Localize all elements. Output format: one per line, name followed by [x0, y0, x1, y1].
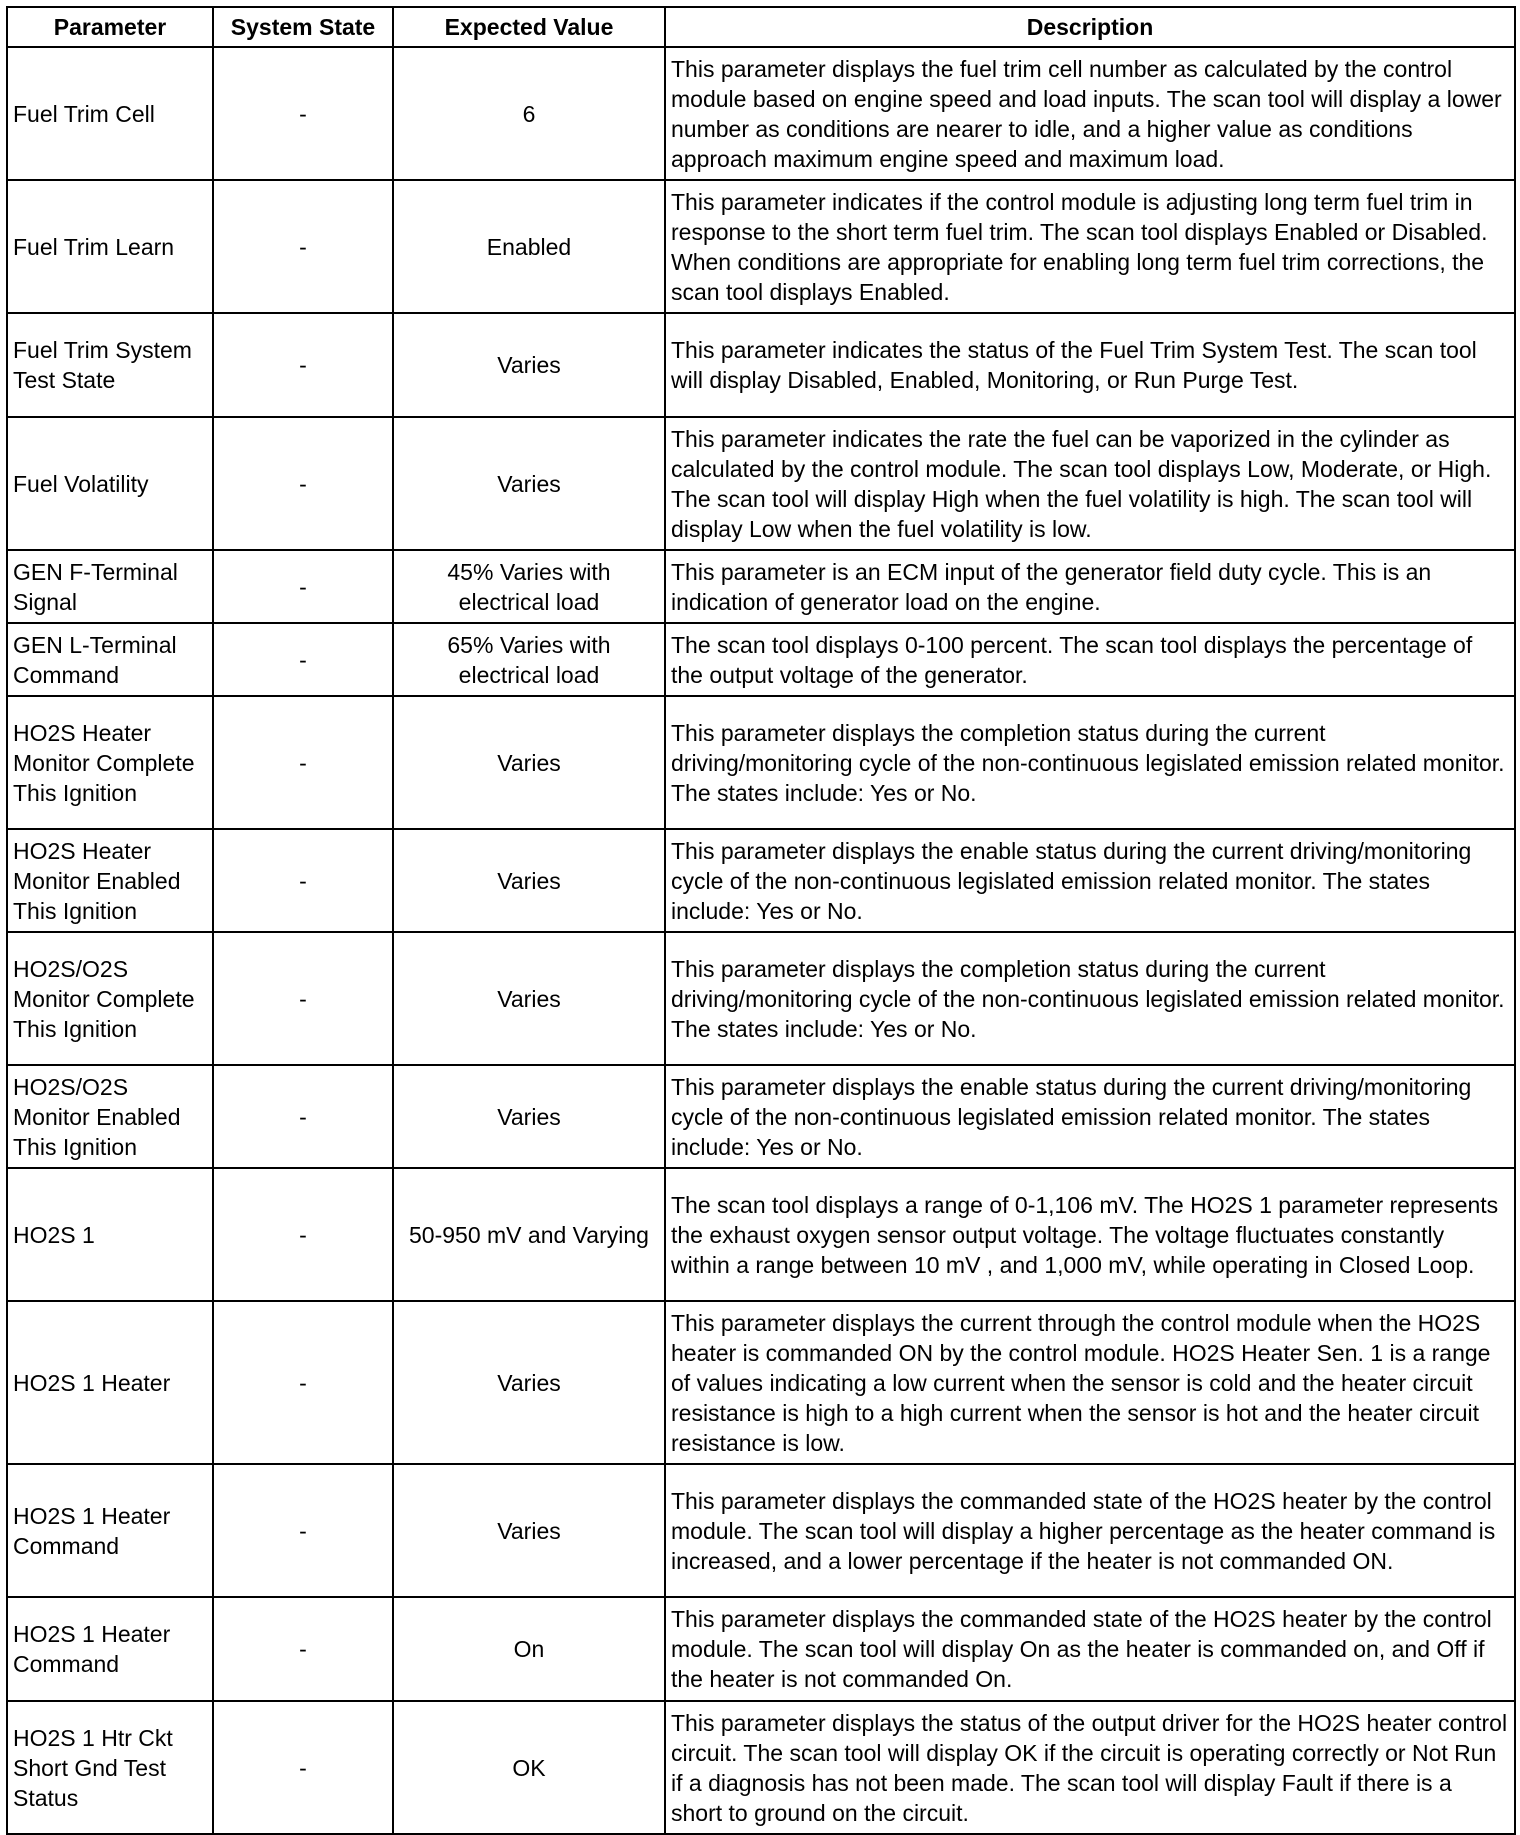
expected-value-cell: Varies — [393, 1464, 665, 1597]
expected-value-cell: Enabled — [393, 180, 665, 313]
system-state-cell: - — [213, 1168, 393, 1301]
table-row — [7, 932, 1515, 1065]
parameter-cell: HO2S/O2S Monitor Enabled This Ignition — [7, 1065, 213, 1168]
system-state-cell: - — [213, 696, 393, 829]
parameter-cell: HO2S 1 Htr Ckt Short Gnd Test Status — [7, 1701, 213, 1834]
system-state-cell: - — [213, 1701, 393, 1834]
description-cell: This parameter displays the completion status during the current driving/monitoring cycle of the non-continuous legislated emission related monitor. The states include: Yes or No. — [665, 696, 1515, 829]
description-cell: This parameter indicates the status of the Fuel Trim System Test. The scan tool will display Disabled, Enabled, Monitoring, or Run Purge Test. — [665, 313, 1515, 417]
description-cell: This parameter indicates if the control module is adjusting long term fuel trim in response to the short term fuel trim. The scan tool displays Enabled or Disabled. When conditions are appropriate for enabling long term fuel trim corrections, the scan tool displays Enabled. — [665, 180, 1515, 313]
header-expected-value: Expected Value — [393, 7, 665, 47]
expected-value-cell: Varies — [393, 1301, 665, 1464]
table-row — [7, 623, 1515, 696]
expected-value-cell: 65% Varies with electrical load — [393, 623, 665, 696]
parameter-table — [6, 6, 1516, 1835]
parameter-cell: HO2S Heater Monitor Enabled This Ignition — [7, 829, 213, 932]
description-cell: This parameter displays the status of the output driver for the HO2S heater control circuit. The scan tool will display OK if the circuit is operating correctly or Not Run if a diagnosis has not been made. The scan tool will display Fault if there is a short to ground on the circuit. — [665, 1701, 1515, 1834]
description-cell: The scan tool displays 0-100 percent. The scan tool displays the percentage of the output voltage of the generator. — [665, 623, 1515, 696]
system-state-cell: - — [213, 47, 393, 180]
description-cell: This parameter displays the fuel trim cell number as calculated by the control module based on engine speed and load inputs. The scan tool will display a lower number as conditions are nearer to idle, and a higher value as conditions approach maximum engine speed and maximum load. — [665, 47, 1515, 180]
expected-value-cell: OK — [393, 1701, 665, 1834]
system-state-cell: - — [213, 623, 393, 696]
expected-value-cell: 6 — [393, 47, 665, 180]
description-cell: This parameter displays the commanded state of the HO2S heater by the control module. The scan tool will display On as the heater is commanded on, and Off if the heater is not commanded On. — [665, 1597, 1515, 1701]
table-row — [7, 550, 1515, 623]
description-cell: This parameter indicates the rate the fuel can be vaporized in the cylinder as calculated by the control module. The scan tool displays Low, Moderate, or High. The scan tool will display High when the fuel volatility is high. The scan tool will display Low when the fuel volatility is low. — [665, 417, 1515, 550]
header-description: Description — [665, 7, 1515, 47]
table-row — [7, 829, 1515, 932]
system-state-cell: - — [213, 180, 393, 313]
system-state-cell: - — [213, 1597, 393, 1701]
system-state-cell: - — [213, 417, 393, 550]
parameter-cell: HO2S 1 Heater Command — [7, 1464, 213, 1597]
table-row — [7, 180, 1515, 313]
parameter-cell: Fuel Trim Learn — [7, 180, 213, 313]
parameter-cell: GEN L-Terminal Command — [7, 623, 213, 696]
description-cell: This parameter displays the current through the control module when the HO2S heater is commanded ON by the control module. HO2S Heater Sen. 1 is a range of values indicating a low current when the sensor is cold and the heater circuit resistance is high to a high current when the sensor is hot and the heater circuit resistance is low. — [665, 1301, 1515, 1464]
table-row — [7, 1701, 1515, 1834]
table-row — [7, 1464, 1515, 1597]
expected-value-cell: Varies — [393, 829, 665, 932]
description-cell: This parameter is an ECM input of the generator field duty cycle. This is an indication of generator load on the engine. — [665, 550, 1515, 623]
expected-value-cell: 45% Varies with electrical load — [393, 550, 665, 623]
parameter-cell: Fuel Trim Cell — [7, 47, 213, 180]
expected-value-cell: Varies — [393, 932, 665, 1065]
table-row — [7, 47, 1515, 180]
parameter-table-container — [6, 6, 1514, 1835]
expected-value-cell: Varies — [393, 1065, 665, 1168]
parameter-cell: GEN F-Terminal Signal — [7, 550, 213, 623]
system-state-cell: - — [213, 550, 393, 623]
header-row — [7, 7, 1515, 47]
system-state-cell: - — [213, 1065, 393, 1168]
parameter-cell: HO2S 1 Heater Command — [7, 1597, 213, 1701]
expected-value-cell: On — [393, 1597, 665, 1701]
table-row — [7, 313, 1515, 417]
parameter-cell: Fuel Trim System Test State — [7, 313, 213, 417]
parameter-cell: Fuel Volatility — [7, 417, 213, 550]
expected-value-cell: Varies — [393, 313, 665, 417]
system-state-cell: - — [213, 829, 393, 932]
expected-value-cell: 50-950 mV and Varying — [393, 1168, 665, 1301]
header-system-state: System State — [213, 7, 393, 47]
table-row — [7, 1301, 1515, 1464]
expected-value-cell: Varies — [393, 696, 665, 829]
description-cell: This parameter displays the enable status during the current driving/monitoring cycle of the non-continuous legislated emission related monitor. The states include: Yes or No. — [665, 1065, 1515, 1168]
description-cell: The scan tool displays a range of 0-1,106 mV. The HO2S 1 parameter represents the exhaust oxygen sensor output voltage. The voltage fluctuates constantly within a range between 10 mV , and 1,000 mV, while operating in Closed Loop. — [665, 1168, 1515, 1301]
table-row — [7, 696, 1515, 829]
system-state-cell: - — [213, 932, 393, 1065]
system-state-cell: - — [213, 313, 393, 417]
table-row — [7, 417, 1515, 550]
system-state-cell: - — [213, 1464, 393, 1597]
system-state-cell: - — [213, 1301, 393, 1464]
description-cell: This parameter displays the enable status during the current driving/monitoring cycle of the non-continuous legislated emission related monitor. The states include: Yes or No. — [665, 829, 1515, 932]
parameter-cell: HO2S Heater Monitor Complete This Ignition — [7, 696, 213, 829]
expected-value-cell: Varies — [393, 417, 665, 550]
parameter-cell: HO2S/O2S Monitor Complete This Ignition — [7, 932, 213, 1065]
table-row — [7, 1597, 1515, 1701]
parameter-cell: HO2S 1 Heater — [7, 1301, 213, 1464]
parameter-cell: HO2S 1 — [7, 1168, 213, 1301]
description-cell: This parameter displays the commanded state of the HO2S heater by the control module. The scan tool will display a higher percentage as the heater command is increased, and a lower percentage if the heater is not commanded ON. — [665, 1464, 1515, 1597]
table-row — [7, 1065, 1515, 1168]
header-parameter: Parameter — [7, 7, 213, 47]
description-cell: This parameter displays the completion status during the current driving/monitoring cycle of the non-continuous legislated emission related monitor. The states include: Yes or No. — [665, 932, 1515, 1065]
table-row — [7, 1168, 1515, 1301]
